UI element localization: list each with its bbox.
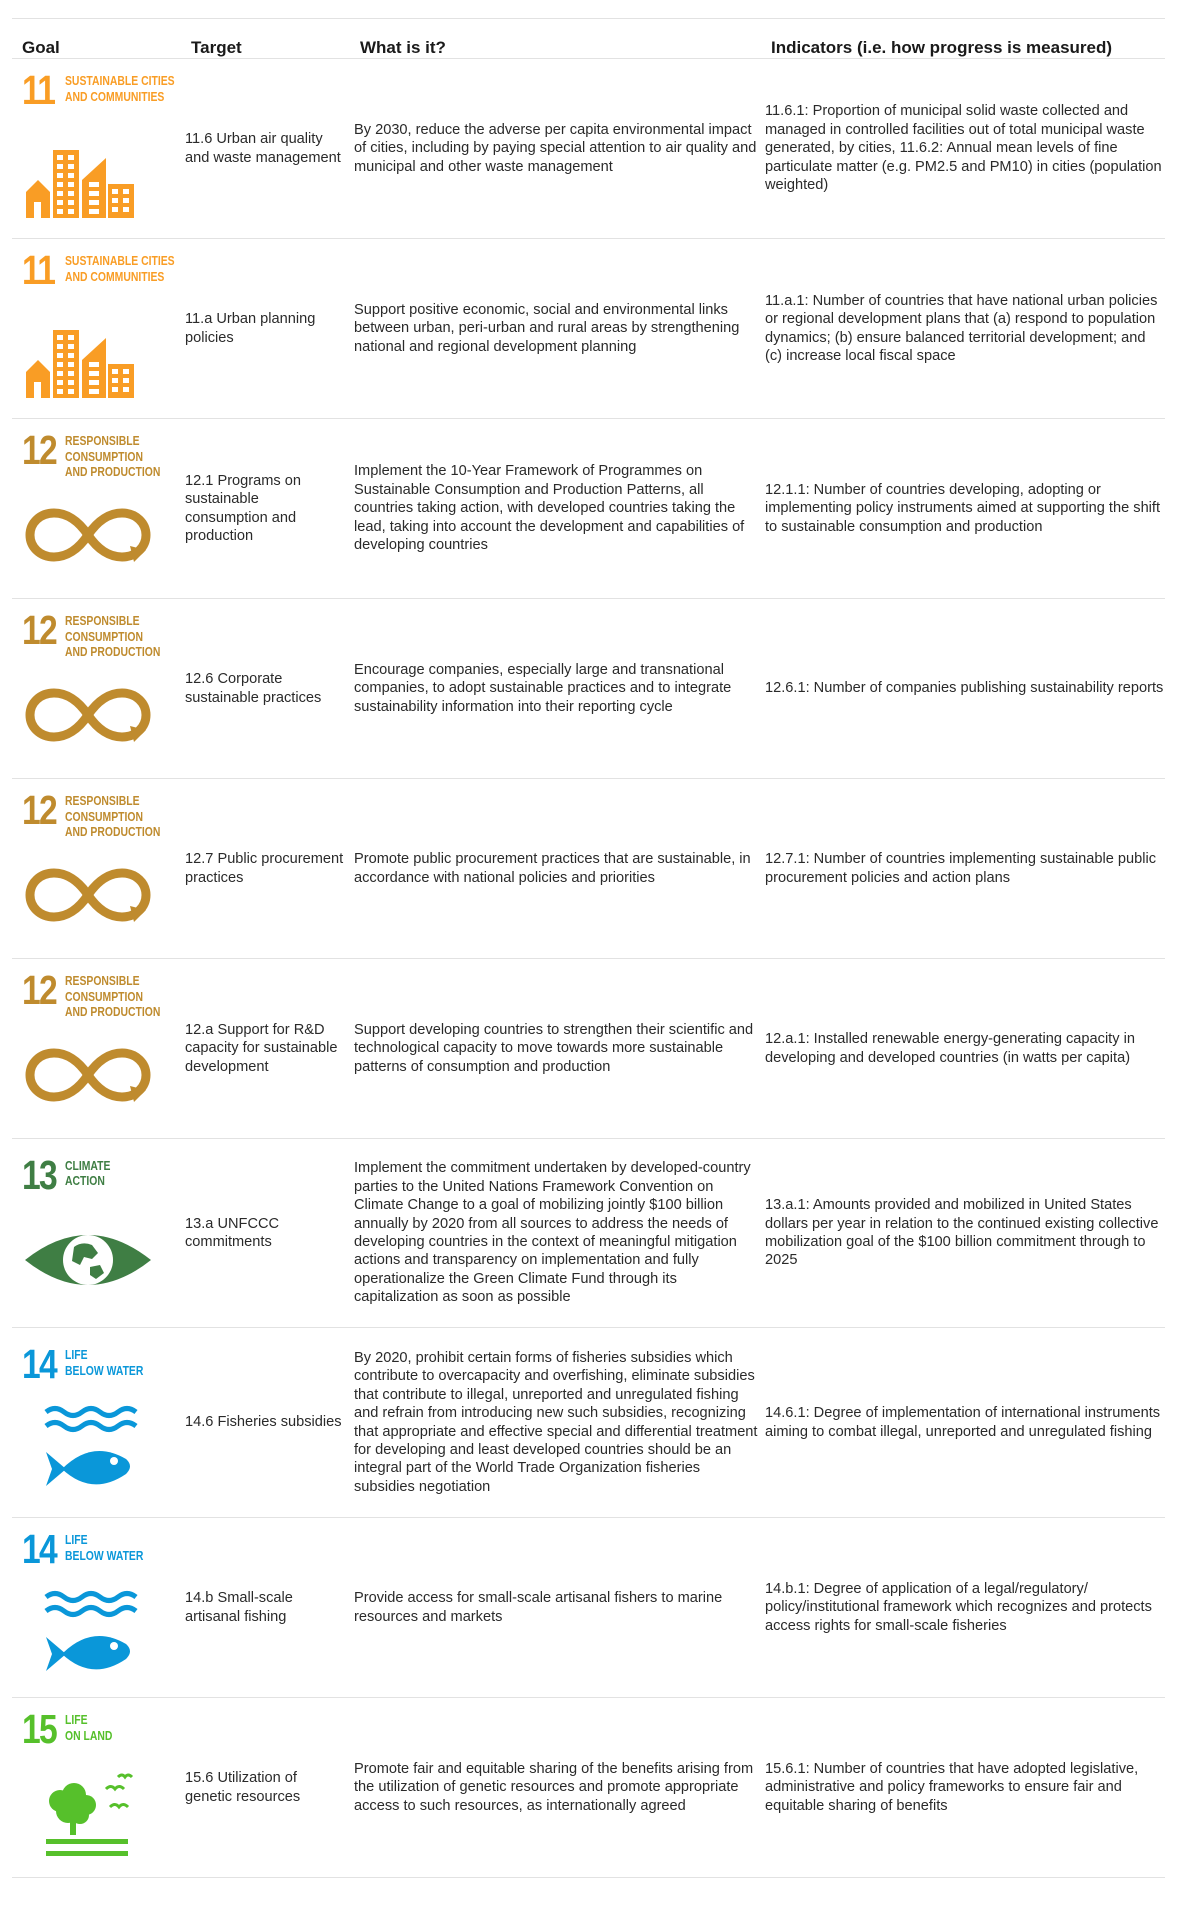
table-row: [12, 59, 1165, 239]
what-cell: [354, 1698, 762, 1877]
what-text: Support developing countries to strengthen their scientific and technological capacity to move towards more sustainable patterns of consumption and production: [354, 1021, 754, 1075]
target-text: 14.6 Fisheries subsidies: [185, 1414, 342, 1431]
indicators-cell: [765, 419, 1165, 598]
what-text: By 2030, reduce the adverse per capita environmental impact of cities, including by paying special attention to air quality and municipal and other waste management: [354, 121, 757, 175]
what-text: Encourage companies, especially large and transnational companies, to adopt sustainable practices and to integrate sustainability information into their reporting cycle: [354, 661, 732, 715]
target-cell: [185, 1518, 345, 1697]
what-text: Promote public procurement practices that are sustainable, in accordance with national policies and priorities: [354, 851, 751, 886]
indicators-text: 11.6.1: Proportion of municipal solid waste collected and managed in controlled facilities out of total municipal waste generated, by cities, 11.6.2: Annual mean levels of fine particulate matter (e.g. PM2.5 and PM10) in cities (population weighted): [765, 103, 1162, 194]
what-cell: [354, 779, 762, 958]
goal-badge: [22, 1526, 172, 1679]
what-cell: [354, 239, 762, 418]
goal-title: LIFE ON LAND: [65, 1712, 113, 1743]
target-cell: [185, 1698, 345, 1877]
goal-number: 15: [22, 1706, 57, 1752]
goal-badge: [22, 67, 175, 220]
goal-title: RESPONSIBLE CONSUMPTION AND PRODUCTION: [65, 613, 161, 659]
infinity-loop-icon: [22, 480, 152, 580]
indicators-text: 15.6.1: Number of countries that have adopted legislative, administrative and policy frameworks to ensure fair and equitable sharing of benefits: [765, 1760, 1139, 1814]
header-what: What is it?: [360, 38, 446, 57]
indicators-cell: [765, 59, 1165, 238]
goal-title: SUSTAINABLE CITIES AND COMMUNITIES: [65, 253, 175, 284]
what-cell: [354, 1328, 762, 1517]
goal-badge: [22, 247, 175, 400]
goal-title: LIFE BELOW WATER: [65, 1347, 144, 1378]
goal-badge: [22, 1341, 172, 1494]
goal-badge: [22, 427, 172, 580]
goal-badge: [22, 1151, 172, 1305]
goal-number: 11: [22, 67, 55, 113]
indicators-cell: [765, 1518, 1165, 1697]
target-text: 12.6 Corporate sustainable practices: [185, 671, 322, 706]
indicators-text: 14.6.1: Degree of implementation of international instruments aiming to combat illegal, unreported and unregulated fishing: [765, 1405, 1161, 1440]
what-cell: [354, 419, 762, 598]
target-text: 14.b Small-scale artisanal fishing: [185, 1590, 293, 1625]
eye-globe-icon: [22, 1205, 152, 1305]
goal-title: RESPONSIBLE CONSUMPTION AND PRODUCTION: [65, 973, 161, 1019]
table-row: [12, 1139, 1165, 1328]
target-cell: [185, 59, 345, 238]
what-text: Provide access for small-scale artisanal fishers to marine resources and markets: [354, 1590, 723, 1625]
target-text: 12.a Support for R&D capacity for sustainable development: [185, 1021, 338, 1075]
goal-title: SUSTAINABLE CITIES AND COMMUNITIES: [65, 73, 175, 104]
target-text: 13.a UNFCCC commitments: [185, 1215, 280, 1250]
target-cell: [185, 1139, 345, 1327]
target-cell: [185, 599, 345, 778]
header-goal: Goal: [22, 38, 60, 57]
indicators-text: 12.6.1: Number of companies publishing sustainability reports: [765, 680, 1164, 697]
fish-waves-icon: [22, 1394, 152, 1494]
infinity-loop-icon: [22, 660, 152, 760]
top-divider: [12, 18, 1165, 19]
indicators-text: 14.b.1: Degree of application of a legal/regulatory/ policy/institutional framework which recognizes and protects access rights for small-scale fisheries: [765, 1580, 1152, 1634]
table-row: [12, 239, 1165, 419]
goal-title: CLIMATE ACTION: [65, 1157, 111, 1188]
header-indicators: Indicators (i.e. how progress is measured): [771, 38, 1113, 57]
infinity-loop-icon: [22, 840, 152, 940]
indicators-text: 11.a.1: Number of countries that have national urban policies or regional development plans that (a) respond to population dynamics; (b) ensure balanced territorial development; and (c) increase local fiscal space: [765, 292, 1158, 364]
goal-number: 13: [22, 1151, 57, 1198]
indicators-text: 13.a.1: Amounts provided and mobilized in United States dollars per year in relation to the continued existing collective mobilization goal of the $100 billion commitment through to 2025: [765, 1197, 1159, 1269]
table-row: [12, 599, 1165, 779]
goal-number: 12: [22, 607, 57, 653]
what-text: Support positive economic, social and environmental links between urban, peri-urban and rural areas by strengthening national and regional development planning: [354, 301, 740, 355]
fish-waves-icon: [22, 1579, 152, 1679]
indicators-cell: [765, 1139, 1165, 1327]
what-text: Implement the 10-Year Framework of Programmes on Sustainable Consumption and Production Patterns, all countries taking action, with developed countries taking the lead, taking into account the development and capabilities of developing countries: [354, 463, 745, 554]
target-text: 15.6 Utilization of genetic resources: [185, 1770, 301, 1805]
tree-birds-icon: [22, 1759, 152, 1859]
indicators-cell: [765, 239, 1165, 418]
what-text: By 2020, prohibit certain forms of fisheries subsidies which contribute to overcapacity and overfishing, eliminate subsidies that contribute to illegal, unreported and unregulated fishing and refrain from introducing new such subsidies, recognizing that appropriate and effective special and differential treatment for developing and least developed countries should be an integral part of the World Trade Organization fisheries subsidies negotiation: [354, 1349, 758, 1495]
goal-title: RESPONSIBLE CONSUMPTION AND PRODUCTION: [65, 793, 161, 839]
target-text: 12.1 Programs on sustainable consumption and production: [185, 472, 302, 544]
table-row: [12, 419, 1165, 599]
target-text: 11.a Urban planning policies: [185, 311, 316, 346]
table-row: [12, 1518, 1165, 1698]
infinity-loop-icon: [22, 1020, 152, 1120]
goal-number: 14: [22, 1341, 57, 1387]
table-row: [12, 1698, 1165, 1878]
what-cell: [354, 599, 762, 778]
target-cell: [185, 959, 345, 1138]
target-cell: [185, 419, 345, 598]
goal-badge: [22, 967, 172, 1120]
table-row: [12, 1328, 1165, 1518]
goal-number: 12: [22, 427, 57, 473]
table-row: [12, 959, 1165, 1139]
what-cell: [354, 1518, 762, 1697]
what-cell: [354, 959, 762, 1138]
goal-badge: [22, 787, 172, 940]
goal-number: 11: [22, 247, 55, 293]
indicators-cell: [765, 959, 1165, 1138]
header-target: Target: [191, 38, 242, 57]
what-text: Promote fair and equitable sharing of the benefits arising from the utilization of genetic resources and promote appropriate access to such resources, as internationally agreed: [354, 1760, 754, 1814]
goal-badge: [22, 607, 172, 760]
target-text: 12.7 Public procurement practices: [185, 851, 344, 886]
goal-number: 12: [22, 967, 57, 1013]
what-cell: [354, 1139, 762, 1327]
table-row: [12, 779, 1165, 959]
city-buildings-icon: [22, 120, 152, 220]
goal-number: 12: [22, 787, 57, 833]
goal-number: 14: [22, 1526, 57, 1572]
target-cell: [185, 779, 345, 958]
what-text: Implement the commitment undertaken by developed-country parties to the United Nations Framework Convention on Climate Change to a goal of mobilizing jointly $100 billion annually by 2020 from all sources to address the needs of developing countries in the context of meaningful mitigation actions and transparency on implementation and fully operationalize the Green Climate Fund through its capitalization as soon as possible: [354, 1160, 751, 1306]
target-text: 11.6 Urban air quality and waste management: [185, 131, 341, 166]
target-cell: [185, 239, 345, 418]
indicators-cell: [765, 779, 1165, 958]
indicators-cell: [765, 1328, 1165, 1517]
goal-badge: [22, 1706, 172, 1859]
indicators-text: 12.7.1: Number of countries implementing sustainable public procurement policies and action plans: [765, 851, 1157, 886]
indicators-text: 12.1.1: Number of countries developing, adopting or implementing policy instruments aimed at supporting the shift to sustainable consumption and production: [765, 481, 1161, 535]
indicators-text: 12.a.1: Installed renewable energy-generating capacity in developing and developed countries (in watts per capita): [765, 1031, 1135, 1066]
city-buildings-icon: [22, 300, 152, 400]
indicators-cell: [765, 1698, 1165, 1877]
goal-title: RESPONSIBLE CONSUMPTION AND PRODUCTION: [65, 433, 161, 479]
goal-title: LIFE BELOW WATER: [65, 1532, 144, 1563]
what-cell: [354, 59, 762, 238]
target-cell: [185, 1328, 345, 1517]
indicators-cell: [765, 599, 1165, 778]
